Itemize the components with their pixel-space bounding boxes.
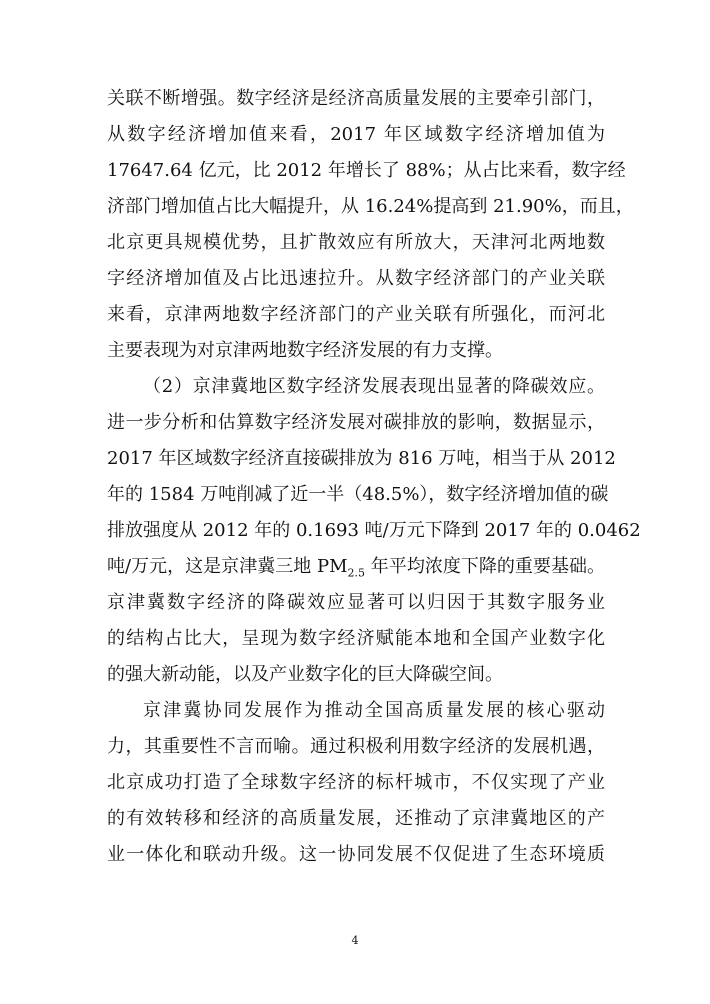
text-line: 业一体化和联动升级。这一协同发展不仅促进了生态环境质 [107,844,605,865]
text-line: 17647.64 亿元，比 2012 年增长了 88%；从占比来看，数字经 [107,160,626,181]
text-line: 排放强度从 2012 年的 0.1693 吨/万元下降到 2017 年的 0.0462 [107,520,641,541]
text-line-pm25 [107,552,605,582]
text-line: 的结构占比大，呈现为数字经济赋能本地和全国产业数字化 [107,628,605,649]
text-line: 主要表现为对京津两地数字经济发展的有力支撑。 [107,340,503,361]
text-line: 济部门增加值占比大幅提升，从 16.24%提高到 21.90%，而且， [107,196,634,217]
text-fragment: 吨/万元，这是京津冀三地 PM [107,556,348,577]
text-line: 2017 年区域数字经济直接碳排放为 816 万吨，相当于从 2012 [107,448,616,469]
text-line: 京津冀数字经济的降碳效应显著可以归因于其数字服务业 [107,592,605,613]
text-line: 北京更具规模优势，且扩散效应有所放大，天津河北两地数 [107,232,605,253]
text-line: 的强大新动能，以及产业数字化的巨大降碳空间。 [107,664,503,685]
text-line: 进一步分析和估算数字经济发展对碳排放的影响，数据显示， [107,412,605,433]
text-line: 来看，京津两地数字经济部门的产业关联有所强化，而河北 [107,304,605,325]
subscript-2-5: 2.5 [347,566,366,580]
text-fragment: 年平均浓度下降的重要基础。 [365,556,605,577]
text-line: 京津冀协同发展作为推动全国高质量发展的核心驱动 [143,700,605,721]
text-line: （2）京津冀地区数字经济发展表现出显著的降碳效应。 [143,376,605,397]
text-line: 从数字经济增加值来看，2017 年区域数字经济增加值为 [107,124,605,145]
text-line: 力，其重要性不言而喻。通过积极利用数字经济的发展机遇， [107,736,605,757]
text-line: 字经济增加值及占比迅速拉升。从数字经济部门的产业关联 [107,268,605,289]
text-line: 的有效转移和经济的高质量发展，还推动了京津冀地区的产 [107,808,605,829]
text-line: 年的 1584 万吨削减了近一半（48.5%），数字经济增加值的碳 [107,484,609,505]
text-line: 关联不断增强。数字经济是经济高质量发展的主要牵引部门， [107,88,605,109]
page-number: 4 [351,934,359,947]
text-line: 北京成功打造了全球数字经济的标杆城市，不仅实现了产业 [107,772,605,793]
